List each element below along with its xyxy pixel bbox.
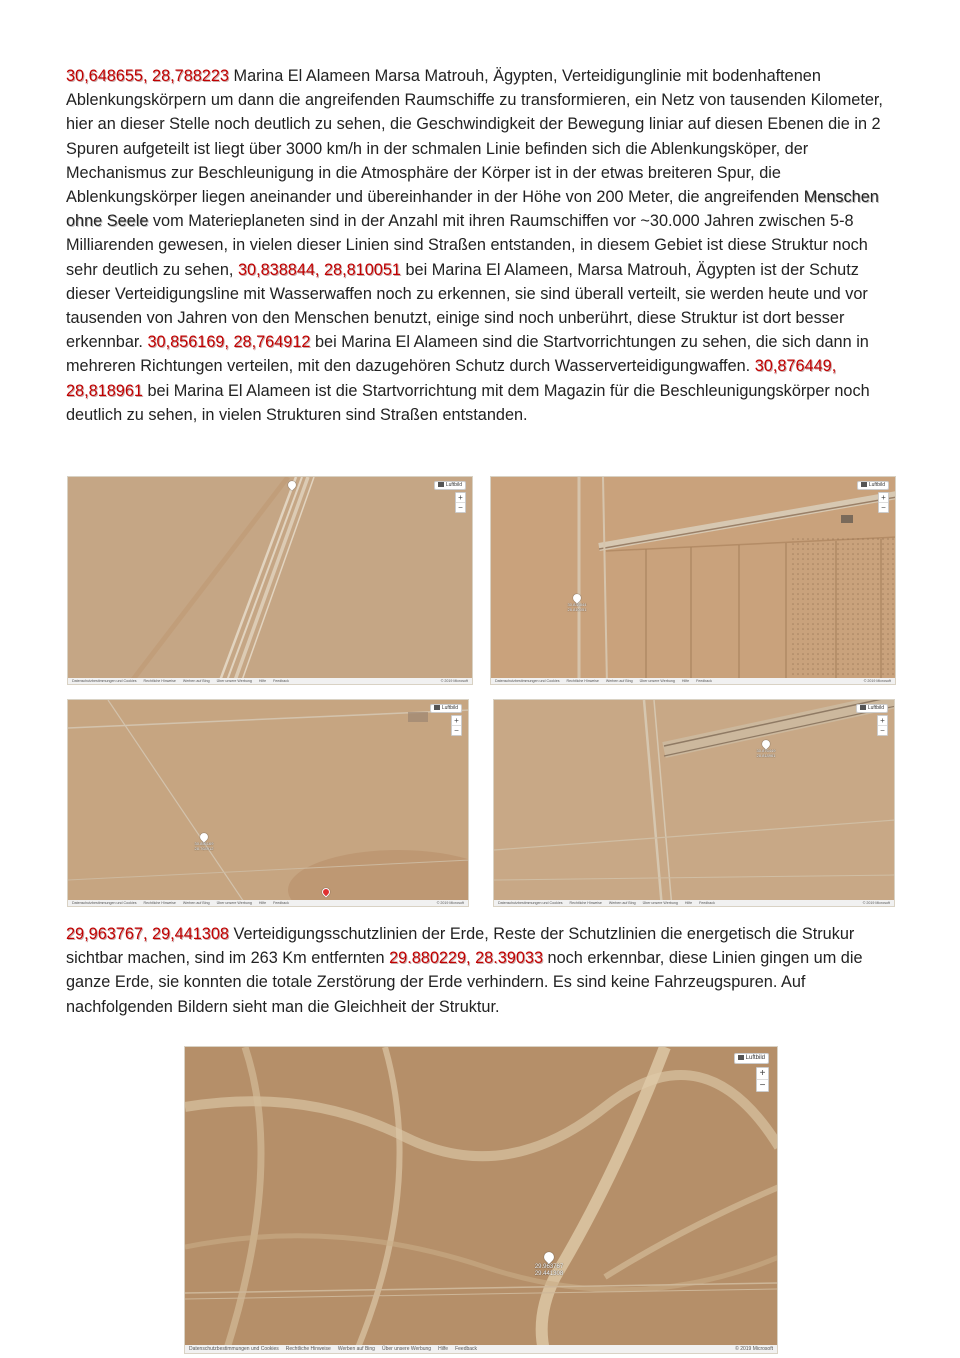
paragraph-text: Verteidigungsschutzlinien der Erde, Reste der Schutzlinien die energetisch die Strukur sichtbar machen, sind im 263 Km entfernten: [66, 925, 855, 968]
pin-marker: [542, 1250, 556, 1264]
aerial-view-toggle[interactable]: Luftbild: [734, 1053, 769, 1064]
footer-link[interactable]: Feedback: [455, 1346, 478, 1352]
paragraph-text: bei Marina El Alameen ist die Startvorrichtung mit dem Magazin für die Beschleunigungskörper noch deutlich zu sehen, in vielen Strukturen sind Straßen entstanden.: [66, 381, 870, 424]
footer-link[interactable]: Hilfe: [258, 679, 267, 683]
paragraph-text: noch erkennbar, diese Linien gingen um die ganze Erde, sie konnten die totale Zerstörung der Erde verhindern. Es sind keine Fahrzeugspuren. Auf nachfolgenden Bildern sieht man die Gleichheit der Struktur.: [66, 949, 863, 1016]
footer-link[interactable]: Rechtliche Hinweise: [285, 1346, 331, 1352]
location-pin[interactable]: [194, 833, 214, 851]
aerial-view-toggle[interactable]: Luftbild: [857, 481, 889, 490]
map-layers-icon: [438, 482, 444, 487]
aerial-map-2[interactable]: [490, 476, 896, 685]
copyright: © 2019 Microsoft: [440, 679, 468, 683]
footer-link[interactable]: Feedback: [699, 901, 715, 905]
map-footer: [494, 900, 894, 906]
footer-link[interactable]: Rechtliche Hinweise: [143, 679, 176, 683]
location-pin[interactable]: [286, 481, 298, 489]
map-terrain: [68, 700, 469, 907]
footer-link[interactable]: Hilfe: [684, 901, 693, 905]
zoom-control: [451, 715, 462, 736]
coordinate-link: 29,963767, 29,441308: [66, 925, 229, 943]
footer-link[interactable]: Rechtliche Hinweise: [143, 901, 176, 905]
footer-link[interactable]: Datenschutzbestimmungen und Cookies: [189, 1346, 279, 1352]
aerial-view-toggle[interactable]: Luftbild: [856, 704, 888, 713]
footer-link[interactable]: Feedback: [273, 901, 289, 905]
copyright: © 2019 Microsoft: [863, 679, 891, 683]
zoom-out-button[interactable]: −: [759, 1080, 766, 1091]
map-footer: [185, 1345, 777, 1353]
zoom-control: [455, 492, 466, 513]
footer-link[interactable]: Datenschutzbestimmungen und Cookies: [498, 901, 563, 905]
footer-link[interactable]: Werben auf Bing: [608, 901, 636, 905]
map-footer: [68, 900, 468, 906]
pin-marker: [286, 479, 297, 490]
zoom-control: [878, 492, 889, 513]
map-footer: [491, 678, 895, 684]
zoom-out-button[interactable]: −: [454, 726, 459, 735]
footer-link[interactable]: Datenschutzbestimmungen und Cookies: [72, 679, 137, 683]
location-pin[interactable]: [534, 1252, 564, 1277]
footer-link[interactable]: Werben auf Bing: [605, 679, 633, 683]
pin-label: 30.838844 28.810051: [567, 602, 587, 612]
footer-link[interactable]: Hilfe: [681, 679, 690, 683]
zoom-out-button[interactable]: −: [880, 726, 885, 735]
footer-link[interactable]: Hilfe: [258, 901, 267, 905]
coordinate-link: 30,648655, 28,788223: [66, 67, 229, 85]
map-layers-icon: [738, 1055, 744, 1060]
paragraph-text: bei Marina El Alameen sind die Startvorrichtungen zu sehen, die sich dann in mehreren Richtungen verteilen, mit den dazugehören Schutz durch Wasserverteidigungwaffen.: [66, 333, 869, 376]
aerial-map-5[interactable]: [184, 1046, 778, 1354]
coordinate-link: 30,856169, 28,764912: [147, 333, 311, 352]
paragraph-1: [66, 64, 898, 427]
copyright: © 2019 Microsoft: [862, 901, 890, 905]
zoom-in-button[interactable]: +: [456, 493, 465, 503]
aerial-map-3[interactable]: [67, 699, 469, 907]
map-layers-icon: [861, 482, 867, 487]
map-terrain: [494, 700, 895, 907]
footer-link[interactable]: Werben auf Bing: [182, 679, 210, 683]
zoom-in-button[interactable]: +: [878, 716, 887, 726]
footer-link[interactable]: Über unsere Werbung: [639, 679, 675, 683]
location-pin-red[interactable]: [320, 888, 332, 896]
zoom-out-button[interactable]: −: [881, 503, 886, 512]
zoom-control: [756, 1067, 769, 1092]
copyright: © 2019 Microsoft: [436, 901, 464, 905]
zoom-in-button[interactable]: +: [452, 716, 461, 726]
coordinate-link: 29.880229, 28.39033: [389, 949, 543, 968]
pin-label: 30.876449 28.818961: [756, 748, 776, 758]
paragraph-text: bei Marina El Alameen, Marsa Matrouh, Ägypten ist der Schutz dieser Verteidigungsline mit Wasserwaffen noch zu erkennen, sie sind überall verteilt, sie werden heute und vor tausenden von Jahren von den Menschen benutzt, einige sind noch unberührt, diese Struktur ist dort besser erkennbar.: [66, 260, 868, 352]
footer-link[interactable]: Datenschutzbestimmungen und Cookies: [72, 901, 137, 905]
aerial-map-1[interactable]: [67, 476, 473, 685]
paragraph-text: Marina El Alameen Marsa Matrouh, Ägypten, Verteidigunglinie mit bodenhaftenen Ablenkungskörpern um dann die angreifenden Raumschiffe zu transformieren, ein Netz von tausenden Kilometer, hier an dieser Stelle noch deutlich zu sehen, die Geschwindigkeit der Bewegung liniar auf diesen Ebenen die in 2 Spuren aufgeteilt ist liegt über 3000 km/h in der schmalen Linie befinden sich die Ablenkungsköper, der Mechanismus zur Beschleunigung in die Atmosphäre der Körper ist in der etwas breiteren Spur, die Ablenkungskörper liegen aneinander und übereinhander in der Höhe von 200 Meter, die angreifenden: [66, 67, 883, 207]
map-terrain: [185, 1047, 778, 1354]
coordinate-link: 30,876449, 28,818961: [66, 357, 837, 400]
aerial-view-toggle[interactable]: Luftbild: [430, 704, 462, 713]
map-layers-icon: [434, 705, 440, 710]
aerial-map-4[interactable]: [493, 699, 895, 907]
footer-link[interactable]: Feedback: [273, 679, 289, 683]
pin-marker: [320, 886, 331, 897]
footer-link[interactable]: Über unsere Werbung: [381, 1346, 432, 1352]
copyright: © 2019 Microsoft: [735, 1346, 773, 1352]
map-footer: [68, 678, 472, 684]
footer-link[interactable]: Über unsere Werbung: [216, 901, 252, 905]
footer-link[interactable]: Hilfe: [438, 1346, 449, 1352]
coordinate-link: 30,838844, 28,810051: [237, 260, 401, 279]
map-terrain: [68, 477, 473, 685]
footer-link[interactable]: Über unsere Werbung: [642, 901, 678, 905]
map-layers-icon: [860, 705, 866, 710]
pin-label: 29.963767 29.441308: [534, 1264, 564, 1277]
zoom-control: [877, 715, 888, 736]
aerial-view-toggle[interactable]: Luftbild: [434, 481, 466, 490]
zoom-in-button[interactable]: +: [879, 493, 888, 503]
paragraph-text: vom Materieplaneten sind in der Anzahl mit ihren Raumschiffen vor ~30.000 Jahren zwischen 5-8 Milliarenden gewesen, in vielen dieser Linien sind Straßen entstanden, in diesem Gebiet ist diese Struktur noch sehr deutlich zu sehen,: [66, 212, 868, 279]
footer-link[interactable]: Über unsere Werbung: [216, 679, 252, 683]
footer-link[interactable]: Rechtliche Hinweise: [569, 901, 602, 905]
footer-link[interactable]: Feedback: [696, 679, 712, 683]
footer-link[interactable]: Rechtliche Hinweise: [566, 679, 599, 683]
paragraph-2: [66, 922, 898, 1019]
footer-link[interactable]: Datenschutzbestimmungen und Cookies: [495, 679, 560, 683]
location-pin[interactable]: [756, 740, 776, 758]
pin-label: 30.856169 28.764912: [194, 841, 214, 851]
zoom-out-button[interactable]: −: [458, 503, 463, 512]
zoom-in-button[interactable]: +: [757, 1068, 768, 1080]
highlighted-phrase: Menschen ohne Seele: [66, 188, 879, 231]
map-terrain: [491, 477, 896, 685]
footer-link[interactable]: Werben auf Bing: [182, 901, 210, 905]
location-pin[interactable]: [567, 594, 587, 612]
footer-link[interactable]: Werben auf Bing: [337, 1346, 375, 1352]
